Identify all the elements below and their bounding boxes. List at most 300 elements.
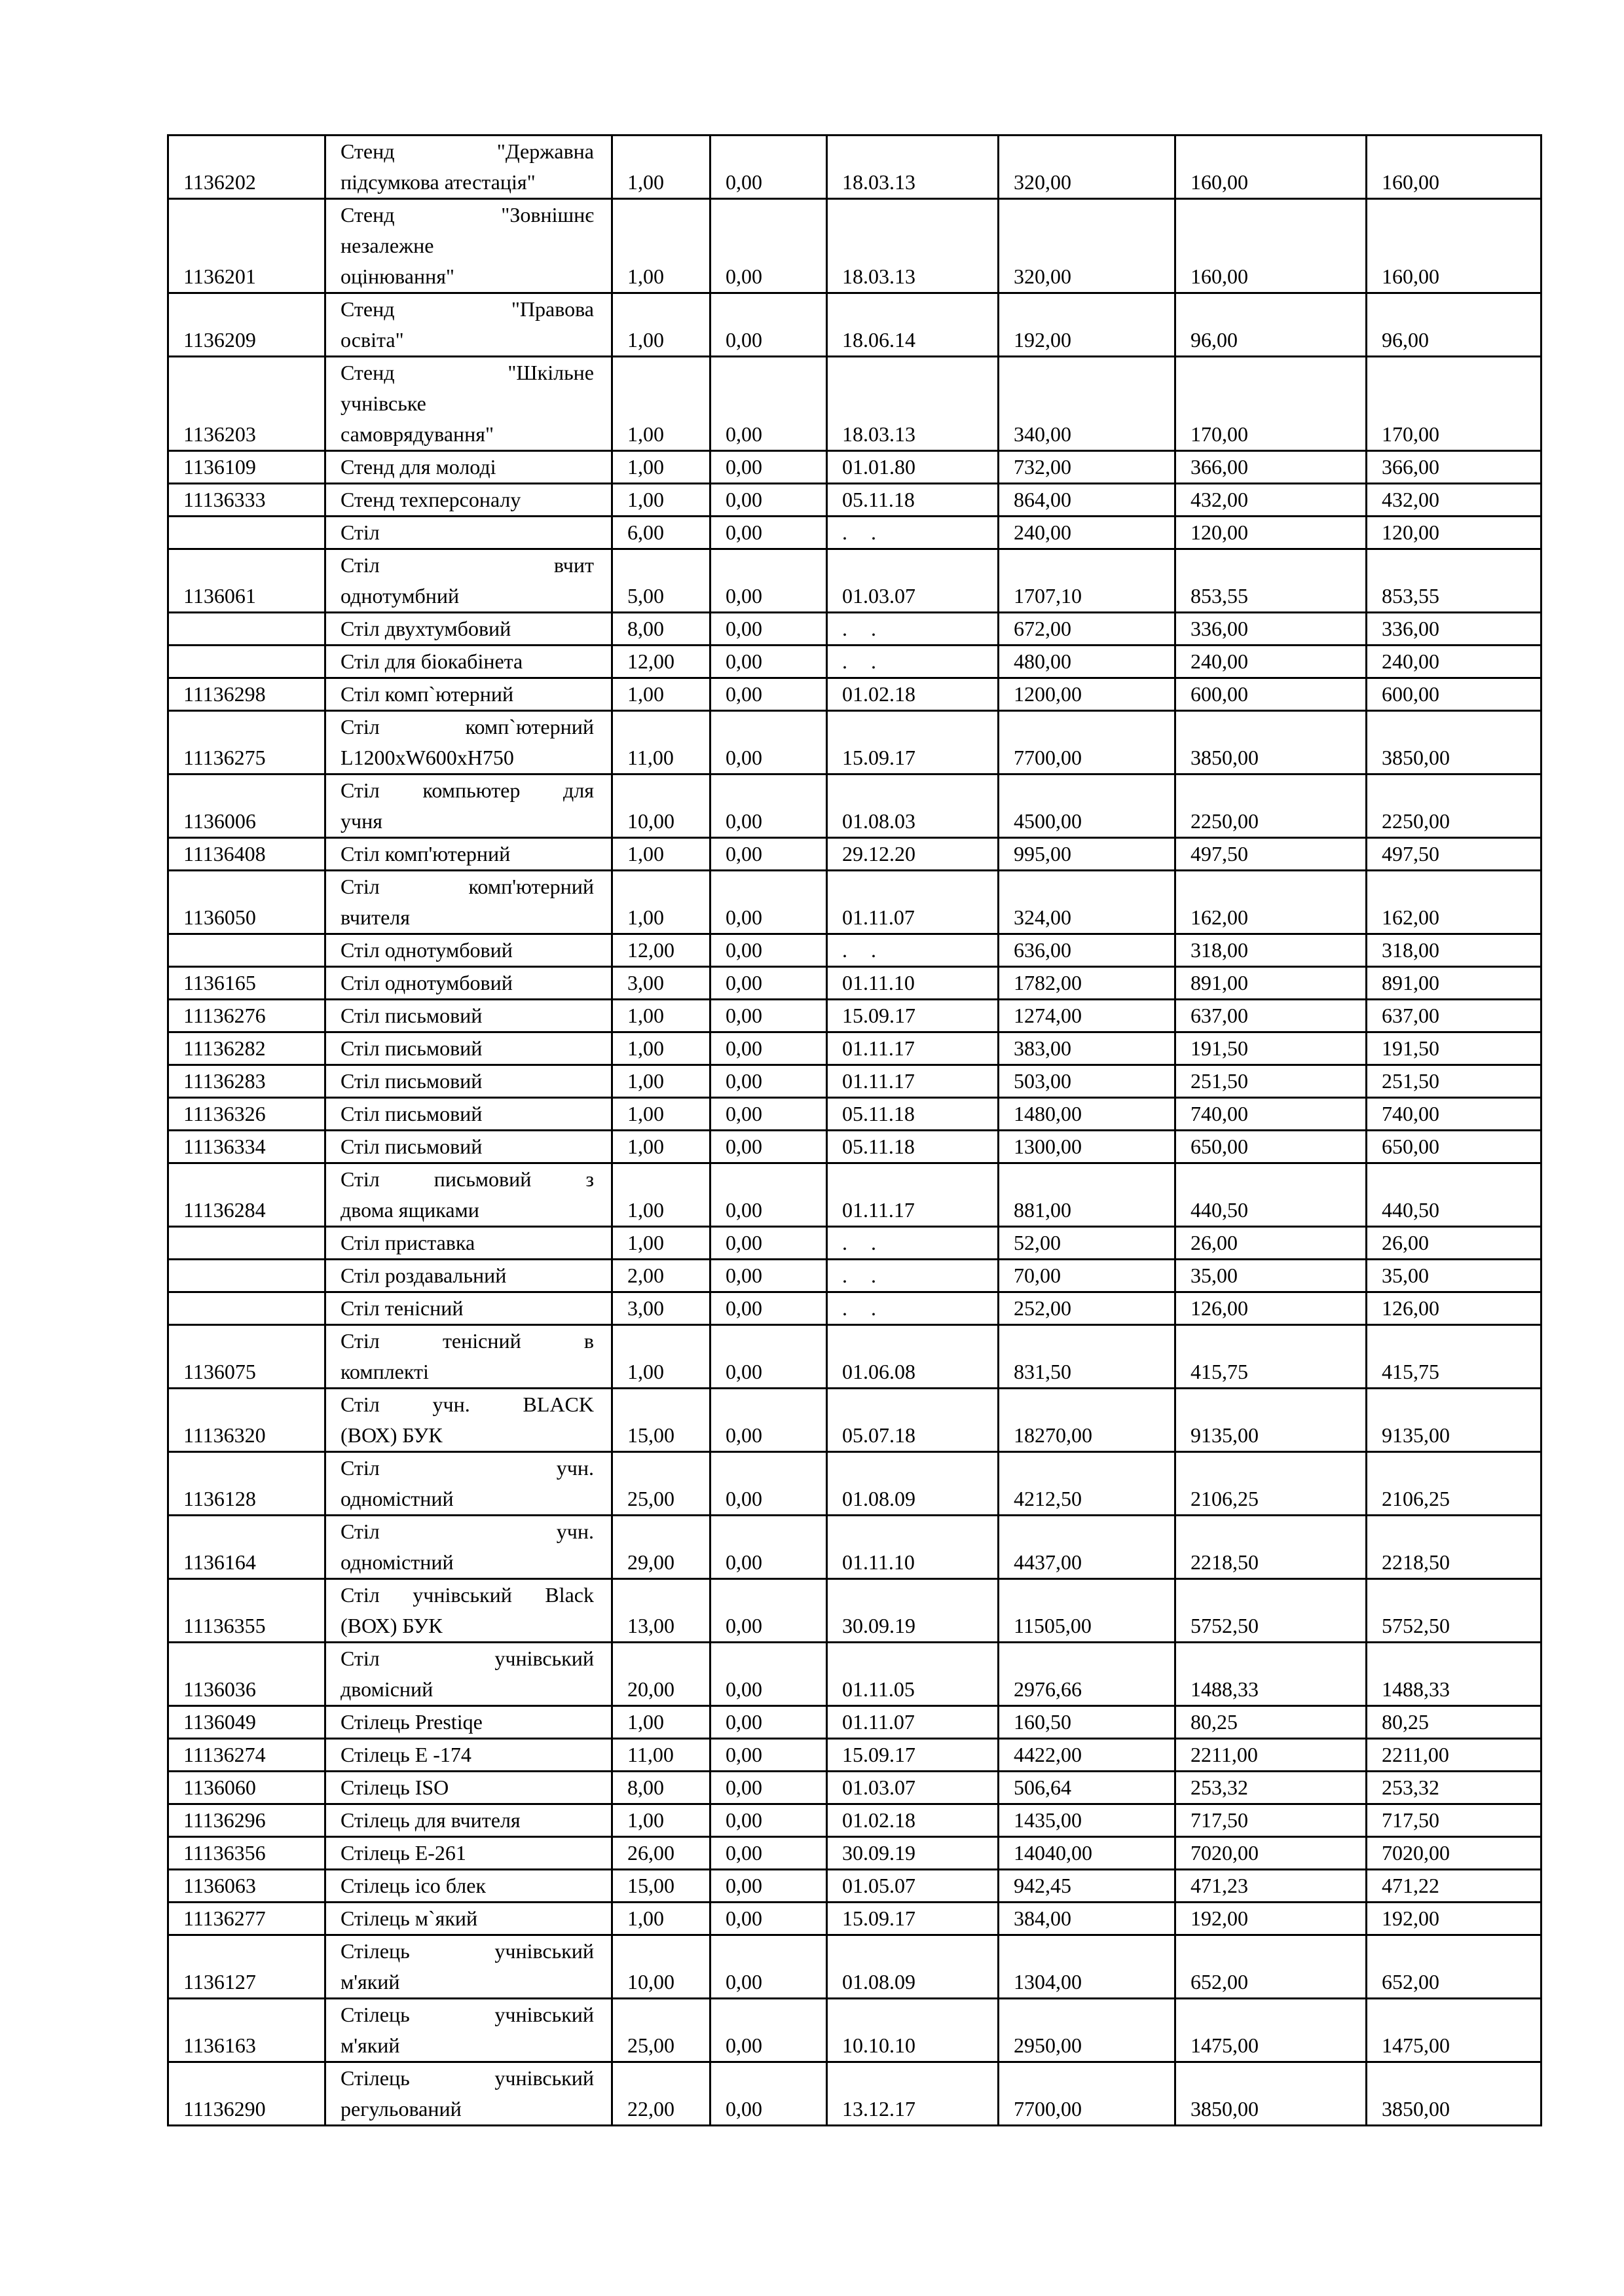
cell-name [325, 293, 612, 357]
cell-date: 01.11.07 [827, 871, 999, 934]
item-name-line: Стенд "Правова [341, 297, 594, 321]
cell-total: 881,00 [999, 1163, 1175, 1227]
cell-total: 2976,66 [999, 1643, 1175, 1706]
item-name-line: Стіл комп`ютерний [341, 682, 514, 706]
item-name-line: однотумбний [341, 584, 460, 608]
cell-inventory_number: 11136334 [168, 1131, 325, 1163]
cell-total: 14040,00 [999, 1837, 1175, 1870]
cell-zero: 0,00 [710, 1706, 827, 1739]
cell-quantity: 26,00 [612, 1837, 710, 1870]
cell-name [325, 1903, 612, 1935]
cell-name [325, 2062, 612, 2126]
cell-amount1: 35,00 [1175, 1260, 1367, 1292]
cell-zero: 0,00 [710, 357, 827, 451]
cell-zero: 0,00 [710, 293, 827, 357]
cell-date: 01.01.80 [827, 451, 999, 484]
cell-quantity: 3,00 [612, 967, 710, 1000]
cell-inventory_number: 1136006 [168, 774, 325, 838]
table-row [168, 2062, 1541, 2126]
cell-date: 05.07.18 [827, 1389, 999, 1452]
cell-quantity: 1,00 [612, 838, 710, 871]
item-name-line: одномістний [341, 1487, 454, 1510]
cell-zero: 0,00 [710, 774, 827, 838]
cell-amount1: 2218,50 [1175, 1516, 1367, 1579]
cell-zero: 0,00 [710, 1739, 827, 1772]
cell-total: 18270,00 [999, 1389, 1175, 1452]
table-row [168, 646, 1541, 678]
item-name-line: Стіл тенісний [341, 1296, 464, 1320]
cell-inventory_number: 11136274 [168, 1739, 325, 1772]
table-row [168, 1870, 1541, 1903]
cell-quantity: 1,00 [612, 1131, 710, 1163]
table-row [168, 838, 1541, 871]
cell-zero: 0,00 [710, 838, 827, 871]
cell-quantity: 15,00 [612, 1870, 710, 1903]
item-name-line: Стіл письмовий [341, 1102, 483, 1125]
cell-total: 480,00 [999, 646, 1175, 678]
cell-zero: 0,00 [710, 136, 827, 199]
cell-name [325, 1325, 612, 1389]
cell-amount2: 80,25 [1367, 1706, 1541, 1739]
cell-zero: 0,00 [710, 1389, 827, 1452]
cell-name [325, 967, 612, 1000]
cell-amount2: 440,50 [1367, 1163, 1541, 1227]
table-row [168, 1999, 1541, 2062]
cell-zero: 0,00 [710, 1000, 827, 1032]
table-row [168, 1260, 1541, 1292]
item-name-line: одномістний [341, 1550, 454, 1574]
cell-amount1: 637,00 [1175, 1000, 1367, 1032]
table-row [168, 711, 1541, 774]
cell-inventory_number: 11136284 [168, 1163, 325, 1227]
cell-quantity: 8,00 [612, 613, 710, 646]
cell-amount1: 432,00 [1175, 484, 1367, 517]
cell-amount1: 160,00 [1175, 136, 1367, 199]
cell-name [325, 646, 612, 678]
table-row [168, 484, 1541, 517]
cell-amount1: 240,00 [1175, 646, 1367, 678]
cell-quantity: 1,00 [612, 293, 710, 357]
cell-zero: 0,00 [710, 1643, 827, 1706]
cell-quantity: 20,00 [612, 1643, 710, 1706]
table-row [168, 1098, 1541, 1131]
cell-inventory_number: 1136163 [168, 1999, 325, 2062]
inventory-table [167, 134, 1542, 2126]
cell-date: 29.12.20 [827, 838, 999, 871]
cell-name [325, 484, 612, 517]
cell-quantity: 1,00 [612, 871, 710, 934]
cell-total: 1300,00 [999, 1131, 1175, 1163]
cell-total: 324,00 [999, 871, 1175, 934]
item-name-line: Стіл письмовий з [341, 1167, 594, 1191]
cell-amount2: 853,55 [1367, 549, 1541, 613]
item-name-line: Стілець Prestiqe [341, 1710, 483, 1734]
cell-zero: 0,00 [710, 967, 827, 1000]
cell-name [325, 517, 612, 549]
cell-inventory_number: 11136355 [168, 1579, 325, 1643]
table-row [168, 1706, 1541, 1739]
cell-amount2: 891,00 [1367, 967, 1541, 1000]
cell-quantity: 1,00 [612, 1804, 710, 1837]
cell-total: 1435,00 [999, 1804, 1175, 1837]
cell-name [325, 678, 612, 711]
cell-name [325, 1163, 612, 1227]
cell-name [325, 1389, 612, 1452]
cell-inventory_number: 11136356 [168, 1837, 325, 1870]
item-name-line: Стіл [341, 520, 380, 544]
cell-inventory_number [168, 1292, 325, 1325]
cell-quantity: 13,00 [612, 1579, 710, 1643]
cell-total: 70,00 [999, 1260, 1175, 1292]
cell-inventory_number: 11136298 [168, 678, 325, 711]
item-name-line: L1200xW600xH750 [341, 746, 514, 769]
cell-quantity: 5,00 [612, 549, 710, 613]
cell-amount1: 740,00 [1175, 1098, 1367, 1131]
table-row [168, 1325, 1541, 1389]
item-name-line: Стілець Е -174 [341, 1743, 471, 1766]
cell-amount1: 253,32 [1175, 1772, 1367, 1804]
item-name-line: Стіл комп'ютерний [341, 842, 511, 866]
cell-date: . . [827, 934, 999, 967]
cell-quantity: 25,00 [612, 1999, 710, 2062]
cell-amount1: 7020,00 [1175, 1837, 1367, 1870]
cell-quantity: 1,00 [612, 1000, 710, 1032]
table-row [168, 517, 1541, 549]
cell-zero: 0,00 [710, 199, 827, 293]
cell-total: 4212,50 [999, 1452, 1175, 1516]
cell-quantity: 11,00 [612, 1739, 710, 1772]
cell-name [325, 136, 612, 199]
cell-amount2: 26,00 [1367, 1227, 1541, 1260]
cell-inventory_number: 1136050 [168, 871, 325, 934]
cell-date: . . [827, 1260, 999, 1292]
table-row [168, 1935, 1541, 1999]
cell-quantity: 29,00 [612, 1516, 710, 1579]
cell-zero: 0,00 [710, 1098, 827, 1131]
cell-inventory_number: 1136165 [168, 967, 325, 1000]
cell-amount2: 253,32 [1367, 1772, 1541, 1804]
cell-inventory_number: 1136036 [168, 1643, 325, 1706]
cell-inventory_number [168, 934, 325, 967]
item-name-line: Стіл учн. [341, 1456, 594, 1480]
cell-total: 4422,00 [999, 1739, 1175, 1772]
item-name-line: Стіл роздавальний [341, 1264, 507, 1287]
cell-name [325, 1452, 612, 1516]
cell-zero: 0,00 [710, 1260, 827, 1292]
cell-zero: 0,00 [710, 678, 827, 711]
cell-amount1: 9135,00 [1175, 1389, 1367, 1452]
cell-quantity: 1,00 [612, 136, 710, 199]
cell-inventory_number: 1136202 [168, 136, 325, 199]
cell-date: 01.11.17 [827, 1163, 999, 1227]
table-row [168, 136, 1541, 199]
table-row [168, 1772, 1541, 1804]
cell-zero: 0,00 [710, 646, 827, 678]
cell-amount2: 1475,00 [1367, 1999, 1541, 2062]
table-row [168, 549, 1541, 613]
cell-zero: 0,00 [710, 934, 827, 967]
cell-total: 1707,10 [999, 549, 1175, 613]
cell-inventory_number [168, 1227, 325, 1260]
cell-amount2: 251,50 [1367, 1065, 1541, 1098]
cell-total: 7700,00 [999, 2062, 1175, 2126]
cell-inventory_number [168, 517, 325, 549]
cell-amount2: 3850,00 [1367, 711, 1541, 774]
cell-date: 01.11.10 [827, 1516, 999, 1579]
item-name-line: Стіл письмовий [341, 1004, 483, 1027]
cell-quantity: 1,00 [612, 357, 710, 451]
item-name-line: Стіл комп`ютерний [341, 715, 594, 738]
cell-amount2: 600,00 [1367, 678, 1541, 711]
cell-inventory_number: 1136164 [168, 1516, 325, 1579]
cell-date: 15.09.17 [827, 1739, 999, 1772]
cell-inventory_number: 1136127 [168, 1935, 325, 1999]
cell-zero: 0,00 [710, 1837, 827, 1870]
table-row [168, 199, 1541, 293]
cell-date: 01.11.17 [827, 1032, 999, 1065]
cell-quantity: 10,00 [612, 1935, 710, 1999]
cell-date: 18.03.13 [827, 357, 999, 451]
cell-zero: 0,00 [710, 711, 827, 774]
cell-name [325, 1065, 612, 1098]
cell-inventory_number: 11136408 [168, 838, 325, 871]
cell-total: 320,00 [999, 199, 1175, 293]
table-row [168, 1032, 1541, 1065]
cell-date: 01.11.07 [827, 1706, 999, 1739]
item-name-line: Стіл письмовий [341, 1069, 483, 1093]
cell-amount1: 600,00 [1175, 678, 1367, 711]
cell-amount2: 126,00 [1367, 1292, 1541, 1325]
cell-name [325, 357, 612, 451]
table-row [168, 774, 1541, 838]
cell-inventory_number: 1136049 [168, 1706, 325, 1739]
table-row [168, 1739, 1541, 1772]
table-row [168, 1389, 1541, 1452]
item-name-line: Стенд "Шкільне [341, 361, 594, 384]
cell-amount2: 2218,50 [1367, 1516, 1541, 1579]
cell-inventory_number: 11136276 [168, 1000, 325, 1032]
cell-quantity: 1,00 [612, 678, 710, 711]
cell-amount1: 336,00 [1175, 613, 1367, 646]
cell-amount1: 160,00 [1175, 199, 1367, 293]
cell-date: 01.08.03 [827, 774, 999, 838]
table-row [168, 1131, 1541, 1163]
cell-zero: 0,00 [710, 1999, 827, 2062]
cell-inventory_number: 11136333 [168, 484, 325, 517]
item-name-line: Стіл компьютер для [341, 778, 594, 802]
item-name-line: м'який [341, 1970, 400, 1994]
table-row [168, 934, 1541, 967]
cell-date: 01.08.09 [827, 1452, 999, 1516]
cell-date: . . [827, 1292, 999, 1325]
cell-amount2: 7020,00 [1367, 1837, 1541, 1870]
cell-inventory_number: 1136063 [168, 1870, 325, 1903]
item-name-line: Стілець учнівський [341, 2003, 594, 2026]
item-name-line: Стенд "Державна [341, 139, 594, 163]
cell-name [325, 1999, 612, 2062]
item-name-line: Стіл однотумбовий [341, 938, 513, 962]
cell-amount2: 2211,00 [1367, 1739, 1541, 1772]
item-name-line: Стілець ісо блек [341, 1874, 486, 1897]
cell-total: 942,45 [999, 1870, 1175, 1903]
item-name-line: Стіл учнівський Black [341, 1583, 594, 1607]
cell-inventory_number: 1136209 [168, 293, 325, 357]
cell-total: 672,00 [999, 613, 1175, 646]
cell-amount2: 160,00 [1367, 199, 1541, 293]
cell-date: 01.05.07 [827, 1870, 999, 1903]
cell-zero: 0,00 [710, 1804, 827, 1837]
cell-zero: 0,00 [710, 1131, 827, 1163]
cell-date: 13.12.17 [827, 2062, 999, 2126]
cell-amount1: 2106,25 [1175, 1452, 1367, 1516]
cell-zero: 0,00 [710, 1903, 827, 1935]
cell-amount2: 415,75 [1367, 1325, 1541, 1389]
table-row [168, 293, 1541, 357]
cell-date: 05.11.18 [827, 1098, 999, 1131]
cell-amount2: 3850,00 [1367, 2062, 1541, 2126]
cell-name [325, 1000, 612, 1032]
cell-total: 732,00 [999, 451, 1175, 484]
cell-name [325, 1260, 612, 1292]
cell-amount2: 740,00 [1367, 1098, 1541, 1131]
cell-amount1: 191,50 [1175, 1032, 1367, 1065]
cell-date: 18.06.14 [827, 293, 999, 357]
item-name-line: Стенд техперсоналу [341, 488, 521, 511]
cell-name [325, 451, 612, 484]
cell-amount2: 160,00 [1367, 136, 1541, 199]
cell-amount1: 162,00 [1175, 871, 1367, 934]
cell-name [325, 934, 612, 967]
cell-inventory_number: 1136075 [168, 1325, 325, 1389]
cell-date: 10.10.10 [827, 1999, 999, 2062]
cell-name [325, 1739, 612, 1772]
table-row [168, 1163, 1541, 1227]
cell-quantity: 1,00 [612, 1163, 710, 1227]
cell-total: 503,00 [999, 1065, 1175, 1098]
table-row [168, 1516, 1541, 1579]
cell-quantity: 1,00 [612, 484, 710, 517]
item-name-line: комплекті [341, 1360, 429, 1383]
cell-zero: 0,00 [710, 517, 827, 549]
item-name-line: Стілець учнівський [341, 1939, 594, 1963]
cell-date: 15.09.17 [827, 711, 999, 774]
cell-amount2: 650,00 [1367, 1131, 1541, 1163]
cell-amount1: 26,00 [1175, 1227, 1367, 1260]
cell-inventory_number: 11136277 [168, 1903, 325, 1935]
cell-name [325, 1516, 612, 1579]
cell-amount2: 9135,00 [1367, 1389, 1541, 1452]
cell-amount2: 96,00 [1367, 293, 1541, 357]
table-row [168, 678, 1541, 711]
cell-zero: 0,00 [710, 2062, 827, 2126]
cell-amount1: 170,00 [1175, 357, 1367, 451]
table-row [168, 1837, 1541, 1870]
cell-date: . . [827, 613, 999, 646]
cell-amount1: 2211,00 [1175, 1739, 1367, 1772]
cell-date: . . [827, 1227, 999, 1260]
cell-amount1: 2250,00 [1175, 774, 1367, 838]
cell-zero: 0,00 [710, 1935, 827, 1999]
cell-amount1: 853,55 [1175, 549, 1367, 613]
cell-zero: 0,00 [710, 1163, 827, 1227]
item-name-line: Стілець м`який [341, 1906, 478, 1930]
item-name-line: Стенд для молоді [341, 455, 496, 479]
table-row [168, 1065, 1541, 1098]
item-name-line: Стілець учнівський [341, 2066, 594, 2090]
item-name-line: вчителя [341, 905, 410, 929]
cell-quantity: 3,00 [612, 1292, 710, 1325]
cell-date: . . [827, 517, 999, 549]
cell-name [325, 1804, 612, 1837]
cell-inventory_number: 11136326 [168, 1098, 325, 1131]
cell-inventory_number: 1136061 [168, 549, 325, 613]
cell-total: 2950,00 [999, 1999, 1175, 2062]
cell-name [325, 1935, 612, 1999]
cell-inventory_number: 11136282 [168, 1032, 325, 1065]
cell-inventory_number [168, 1260, 325, 1292]
cell-date: 01.03.07 [827, 549, 999, 613]
cell-inventory_number: 1136203 [168, 357, 325, 451]
cell-total: 384,00 [999, 1903, 1175, 1935]
cell-zero: 0,00 [710, 613, 827, 646]
cell-total: 506,64 [999, 1772, 1175, 1804]
table-row [168, 871, 1541, 934]
cell-quantity: 2,00 [612, 1260, 710, 1292]
cell-total: 864,00 [999, 484, 1175, 517]
cell-date: 01.11.05 [827, 1643, 999, 1706]
cell-amount1: 192,00 [1175, 1903, 1367, 1935]
cell-amount2: 162,00 [1367, 871, 1541, 934]
cell-quantity: 22,00 [612, 2062, 710, 2126]
cell-amount2: 717,50 [1367, 1804, 1541, 1837]
cell-amount2: 471,22 [1367, 1870, 1541, 1903]
table-row [168, 1804, 1541, 1837]
cell-date: 01.03.07 [827, 1772, 999, 1804]
cell-name [325, 1837, 612, 1870]
table-row [168, 1903, 1541, 1935]
cell-amount1: 1488,33 [1175, 1643, 1367, 1706]
cell-total: 1274,00 [999, 1000, 1175, 1032]
cell-date: 05.11.18 [827, 1131, 999, 1163]
cell-date: 01.11.10 [827, 967, 999, 1000]
cell-amount1: 5752,50 [1175, 1579, 1367, 1643]
inventory-table-body [168, 136, 1541, 2126]
cell-total: 831,50 [999, 1325, 1175, 1389]
cell-amount2: 336,00 [1367, 613, 1541, 646]
cell-quantity: 10,00 [612, 774, 710, 838]
cell-date: 01.02.18 [827, 1804, 999, 1837]
cell-quantity: 1,00 [612, 1903, 710, 1935]
item-name-line: Стілець ISO [341, 1776, 449, 1799]
cell-amount2: 652,00 [1367, 1935, 1541, 1999]
cell-zero: 0,00 [710, 1292, 827, 1325]
cell-quantity: 1,00 [612, 1032, 710, 1065]
cell-amount1: 717,50 [1175, 1804, 1367, 1837]
cell-inventory_number: 1136128 [168, 1452, 325, 1516]
cell-total: 240,00 [999, 517, 1175, 549]
item-name-line: Стіл учн. BLACK [341, 1393, 594, 1416]
cell-date: 01.08.09 [827, 1935, 999, 1999]
item-name-line: підсумкова атестація" [341, 170, 536, 194]
cell-amount2: 240,00 [1367, 646, 1541, 678]
cell-name [325, 199, 612, 293]
cell-zero: 0,00 [710, 1870, 827, 1903]
cell-total: 383,00 [999, 1032, 1175, 1065]
item-name-line: Стіл тенісний в [341, 1329, 594, 1353]
cell-name [325, 1098, 612, 1131]
cell-total: 995,00 [999, 838, 1175, 871]
cell-total: 160,50 [999, 1706, 1175, 1739]
